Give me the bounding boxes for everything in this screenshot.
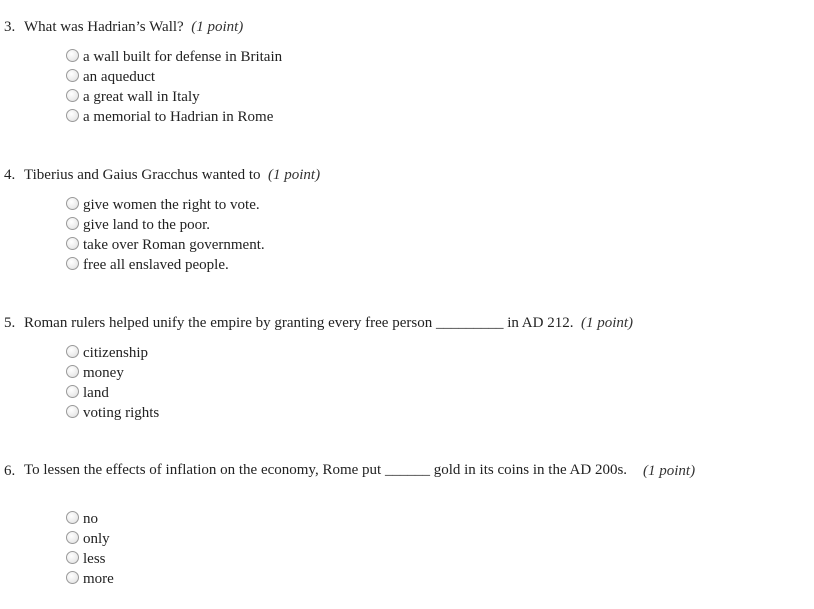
radio-button[interactable] xyxy=(66,217,79,230)
option-label[interactable]: take over Roman government. xyxy=(83,237,265,253)
radio-button[interactable] xyxy=(66,571,79,584)
radio-button[interactable] xyxy=(66,89,79,102)
option-label[interactable]: voting rights xyxy=(83,405,160,421)
radio-button[interactable] xyxy=(66,531,79,544)
question-4 xyxy=(0,165,814,273)
option-label[interactable]: no xyxy=(83,511,98,527)
answer-option[interactable] xyxy=(66,215,466,235)
option-label[interactable]: land xyxy=(83,385,109,401)
question-header xyxy=(0,165,814,185)
answer-option[interactable] xyxy=(66,195,466,215)
radio-button[interactable] xyxy=(66,109,79,122)
question-header xyxy=(0,461,814,481)
question-text: To lessen the effects of inflation on the economy, Rome put ______ gold in its coins in the AD 200s. xyxy=(24,462,628,478)
question-text xyxy=(24,17,243,37)
question-header xyxy=(0,17,814,37)
answer-option[interactable] xyxy=(66,343,466,363)
option-label[interactable]: give women the right to vote. xyxy=(83,197,260,213)
radio-button[interactable] xyxy=(66,257,79,270)
radio-button[interactable] xyxy=(66,385,79,398)
answer-option[interactable] xyxy=(66,403,466,423)
option-label[interactable]: only xyxy=(83,531,110,547)
answer-option[interactable] xyxy=(66,235,466,255)
answer-options xyxy=(66,47,466,127)
option-label[interactable]: citizenship xyxy=(83,345,148,361)
answer-option[interactable] xyxy=(66,383,466,403)
answer-option[interactable] xyxy=(66,569,466,589)
answer-option[interactable] xyxy=(66,529,466,549)
question-points: (1 point) xyxy=(643,463,696,479)
answer-option[interactable] xyxy=(66,363,466,383)
option-label[interactable]: an aqueduct xyxy=(83,69,156,85)
question-6 xyxy=(0,461,814,587)
radio-button[interactable] xyxy=(66,511,79,524)
option-label[interactable]: a great wall in Italy xyxy=(83,89,200,105)
option-label[interactable]: a memorial to Hadrian in Rome xyxy=(83,109,274,125)
option-label[interactable]: money xyxy=(83,365,124,381)
answer-option[interactable] xyxy=(66,255,466,275)
option-label[interactable]: more xyxy=(83,571,114,587)
answer-option[interactable] xyxy=(66,67,466,87)
question-3 xyxy=(0,17,814,125)
question-prompt: What was Hadrian’s Wall? xyxy=(24,19,184,35)
answer-options xyxy=(66,509,466,589)
answer-options xyxy=(66,343,466,423)
question-number: 5. xyxy=(4,315,16,331)
question-number: 4. xyxy=(4,167,16,183)
radio-button[interactable] xyxy=(66,197,79,210)
answer-option[interactable] xyxy=(66,87,466,107)
question-header xyxy=(0,313,814,333)
answer-options xyxy=(66,195,466,275)
question-points: (1 point) xyxy=(191,19,244,35)
question-number: 6. xyxy=(4,463,16,479)
radio-button[interactable] xyxy=(66,365,79,378)
question-number: 3. xyxy=(4,19,16,35)
option-label[interactable]: less xyxy=(83,551,106,567)
radio-button[interactable] xyxy=(66,49,79,62)
option-label[interactable]: a wall built for defense in Britain xyxy=(83,49,283,65)
radio-button[interactable] xyxy=(66,69,79,82)
question-prompt: Roman rulers helped unify the empire by granting every free person _________ in AD 212. xyxy=(24,315,574,331)
option-label[interactable]: give land to the poor. xyxy=(83,217,211,233)
question-text xyxy=(24,313,633,333)
question-prompt: Tiberius and Gaius Gracchus wanted to xyxy=(24,167,261,183)
question-text xyxy=(24,165,320,185)
radio-button[interactable] xyxy=(66,237,79,250)
answer-option[interactable] xyxy=(66,107,466,127)
answer-option[interactable] xyxy=(66,549,466,569)
radio-button[interactable] xyxy=(66,345,79,358)
answer-option[interactable] xyxy=(66,47,466,67)
radio-button[interactable] xyxy=(66,551,79,564)
radio-button[interactable] xyxy=(66,405,79,418)
answer-option[interactable] xyxy=(66,509,466,529)
option-label[interactable]: free all enslaved people. xyxy=(83,257,229,273)
question-points: (1 point) xyxy=(580,315,634,331)
question-5 xyxy=(0,313,814,421)
question-points: (1 point) xyxy=(267,167,321,183)
